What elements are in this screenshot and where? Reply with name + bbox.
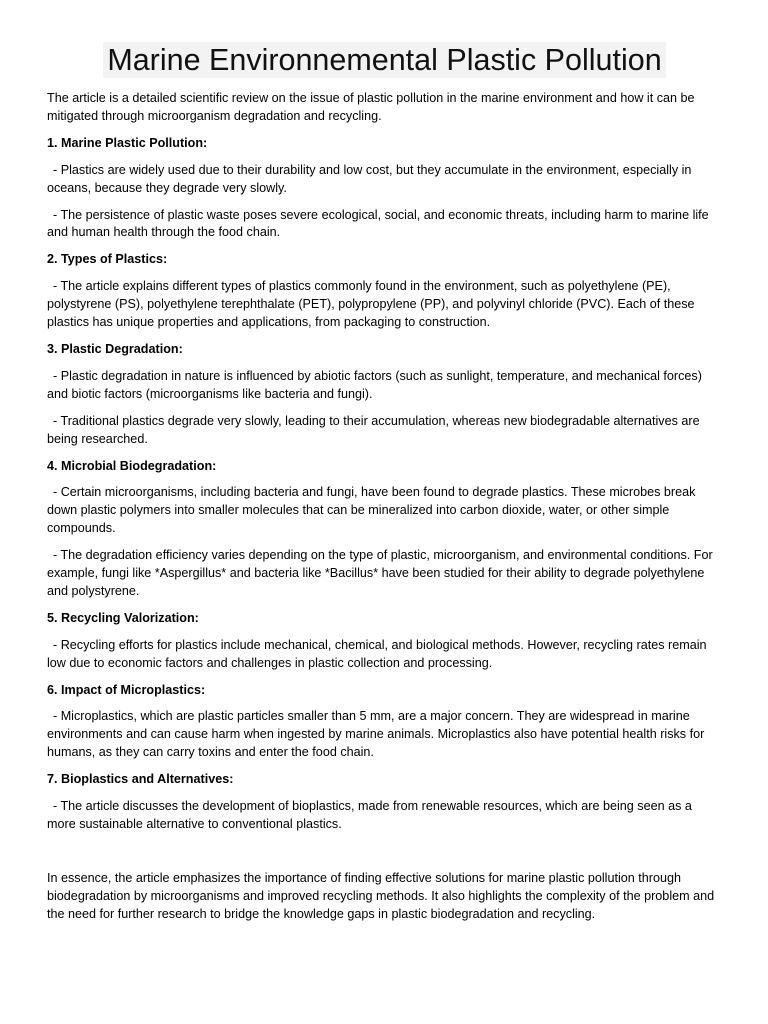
section-bullet: - The persistence of plastic waste poses severe ecological, social, and economic threats, including harm to marine life and human health through the food chain. (47, 207, 709, 240)
section-bullet: - The article discusses the development of bioplastics, made from renewable resources, which are being seen as a more sustainable alternative to conventional plastics. (47, 799, 692, 831)
section-heading: 1. Marine Plastic Pollution: (47, 135, 208, 150)
title-container (47, 42, 722, 78)
document-title: Marine Environnemental Plastic Pollution (103, 42, 665, 78)
section-heading: 2. Types of Plastics: (47, 252, 168, 267)
section-heading: 4. Microbial Biodegradation: (47, 458, 217, 473)
intro-paragraph: The article is a detailed scientific review on the issue of plastic pollution in the marine environment and how it can be mitigated through microorganism degradation and recycling. (47, 91, 695, 123)
section-bullet: - Plastic degradation in nature is influenced by abiotic factors (such as sunlight, temperature, and mechanical forces) and biotic factors (microorganisms like bacteria and fungi). (47, 368, 702, 401)
section-heading: 5. Recycling Valorization: (47, 610, 199, 625)
section-heading: 6. Impact of Microplastics: (47, 682, 206, 697)
section-heading: 3. Plastic Degradation: (47, 341, 183, 356)
section-bullet: - The article explains different types of plastics commonly found in the environment, such as polyethylene (PE), polystyrene (PS), polyethylene terephthalate (PET), polypropylene (PP), and polyvinyl chloride (PVC). Each of these plastics has unique properties and applications, from packaging to construction. (47, 279, 695, 330)
section-bullet: - The degradation efficiency varies depending on the type of plastic, microorganism, and environmental conditions. For example, fungi like *Aspergillus* and bacteria like *Bacillus* have been studied for their ability to degrade polyethylene and polystyrene. (47, 548, 713, 598)
paragraph-spacer (47, 843, 722, 870)
section-heading: 7. Bioplastics and Alternatives: (47, 772, 234, 787)
section-bullet: - Plastics are widely used due to their durability and low cost, but they accumulate in the environment, especially in oceans, because they degrade very slowly. (47, 162, 692, 195)
conclusion-paragraph: In essence, the article emphasizes the importance of finding effective solutions for marine plastic pollution through biodegradation by microorganisms and improved recycling methods. It also highlights the complexity of the problem and the need for further research to bridge the knowledge gaps in plastic biodegradation and recycling. (47, 870, 715, 921)
section-bullet: - Microplastics, which are plastic particles smaller than 5 mm, are a major concern. They are widespread in marine environments and can cause harm when ingested by marine animals. Microplastics also have potential health risks for humans, as they can carry toxins and enter the food chain. (47, 709, 705, 760)
section-bullet: - Certain microorganisms, including bacteria and fungi, have been found to degrade plastics. These microbes break down plastic polymers into smaller molecules that can be mineralized into carbon dioxide, water, or other simple compounds. (47, 485, 696, 536)
section-bullet: - Recycling efforts for plastics include mechanical, chemical, and biological methods. However, recycling rates remain low due to economic factors and challenges in plastic collection and processing. (47, 637, 707, 670)
section-bullet: - Traditional plastics degrade very slowly, leading to their accumulation, whereas new biodegradable alternatives are being researched. (47, 413, 700, 446)
